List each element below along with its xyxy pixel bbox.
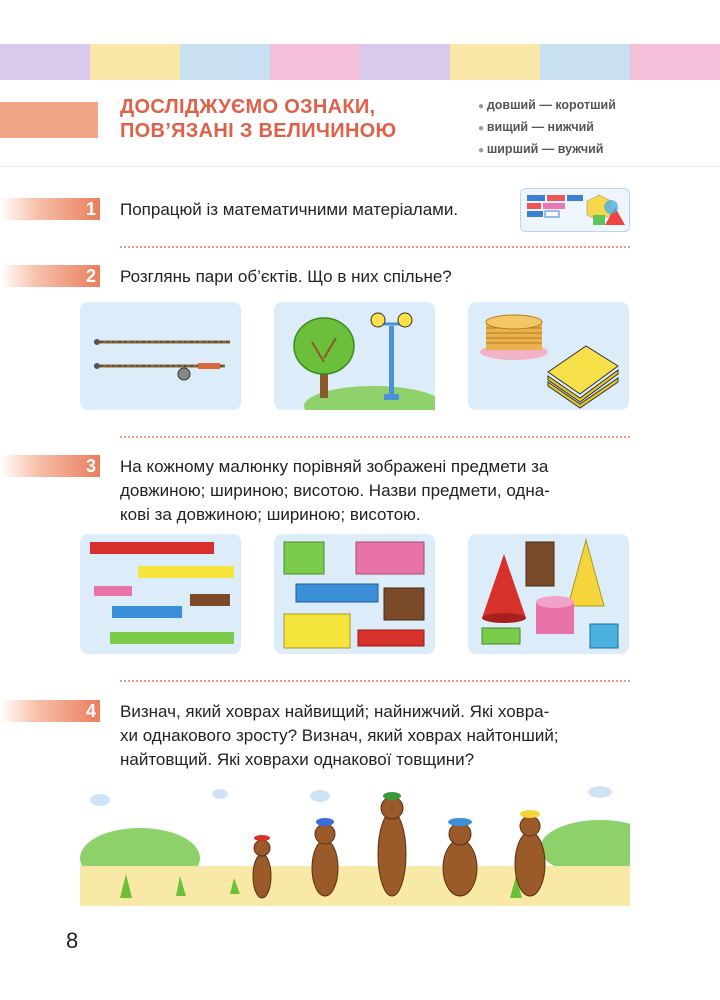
task-number: 1	[85, 199, 96, 219]
stripe-segment	[630, 44, 720, 80]
task-number-tab	[0, 198, 100, 220]
tree-and-lamppost-illustration	[274, 302, 435, 410]
stripe-segment	[270, 44, 360, 80]
stripe-segment	[540, 44, 630, 80]
topics-list	[478, 95, 616, 161]
title-line-1: ДОСЛІДЖУЄМО ОЗНАКИ,	[120, 96, 376, 118]
task-number-tab	[0, 700, 100, 722]
task-number: 4	[85, 701, 96, 721]
topic-item: ● вищий — нижчий	[478, 117, 616, 139]
topic-item: ● ширший — вужчий	[478, 139, 616, 161]
long-lego-bricks-illustration	[80, 534, 241, 654]
task-number: 2	[85, 266, 96, 286]
fishing-rods-illustration	[80, 302, 241, 410]
page-number: 8	[66, 928, 79, 953]
task-number: 3	[85, 456, 96, 476]
task-3-line: кові за довжиною; шириною; висотою.	[120, 505, 421, 524]
topic-item: ● довший — коротший	[478, 95, 616, 117]
page-title	[120, 95, 396, 143]
math-materials-icon	[520, 188, 630, 232]
task-number-tab	[0, 455, 100, 477]
stripe-segment	[180, 44, 270, 80]
task-4-text	[120, 700, 559, 772]
task-number-tab	[0, 265, 100, 287]
divider	[120, 680, 630, 682]
title-line-2: ПОВ’ЯЗАНІ З ВЕЛИЧИНОЮ	[120, 120, 397, 142]
pancakes-and-napkins-illustration	[468, 302, 629, 410]
gophers-illustration	[80, 778, 630, 906]
stripe-segment	[90, 44, 180, 80]
geometric-solids-illustration	[468, 534, 629, 654]
task-3-text	[120, 455, 550, 527]
task-1-text: Попрацюй із математичними матеріалами.	[120, 200, 459, 219]
color-stripe	[0, 44, 720, 80]
stripe-segment	[450, 44, 540, 80]
divider	[120, 436, 630, 438]
task-4-line: Визнач, який ховрах найвищий; найнижчий. Які ховра-	[120, 702, 550, 721]
header-tab	[0, 102, 98, 138]
block-bricks-illustration	[274, 534, 435, 654]
divider	[120, 246, 630, 248]
task-2-text: Розглянь пари об’єктів. Що в них спільне?	[120, 267, 452, 286]
task-4-line: найтовщий. Які ховрахи однакової товщини?	[120, 750, 475, 769]
task-3-line: На кожному малюнку порівняй зображені предмети за	[120, 457, 549, 476]
stripe-segment	[360, 44, 450, 80]
task-3-line: довжиною; шириною; висотою. Назви предмети, одна-	[120, 481, 550, 500]
stripe-segment	[0, 44, 90, 80]
task-4-line: хи однакового зросту? Визнач, який ховрах найтонший;	[120, 726, 559, 745]
